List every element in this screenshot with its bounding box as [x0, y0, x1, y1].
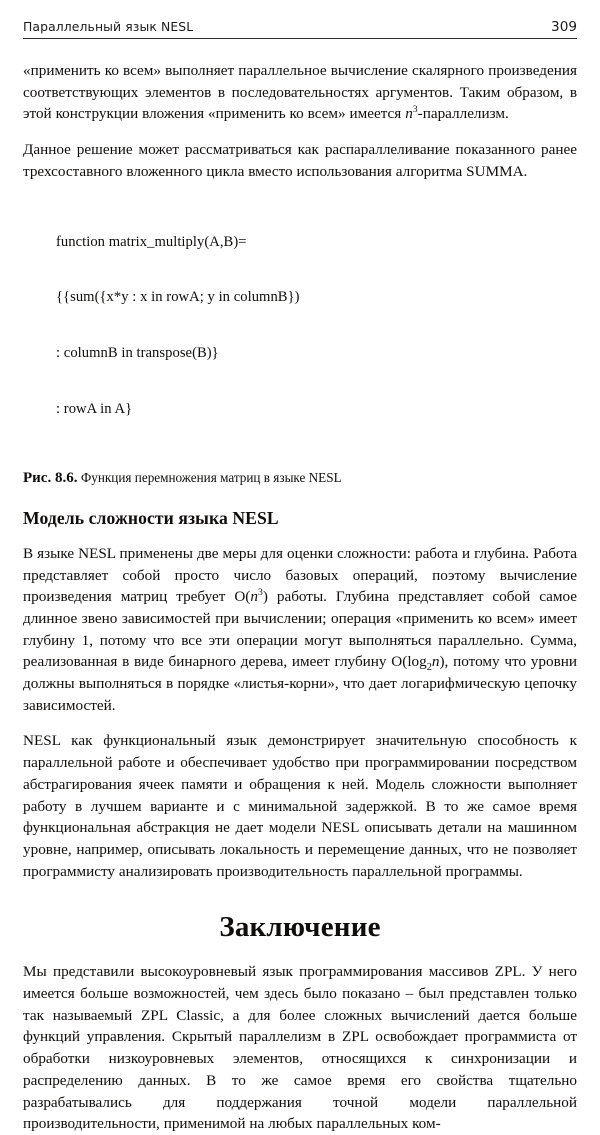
chapter-heading-conclusion: Заключение — [219, 911, 381, 944]
math-exponent-work: 3 — [257, 587, 263, 599]
code-line-2: {{sum({x*y : x in rowA; y in columnB}) — [56, 289, 300, 306]
page-number: 309 — [551, 19, 577, 35]
paragraph-complexity-measures — [23, 543, 577, 717]
paragraph-functional-language: NESL как функциональный язык демонстрирует значительную способность к параллельной работе и обеспечивает удобство при программировании посредством абстрагирования ячеек памяти и обращения к ней. Модель сложности выполняет работу в лучшем варианте и с минимальной задержкой. В то же самое время функциональная абстракция не дает модели NESL описывать детали на машинном уровне, например, описывать локальность и перемещение данных, что не позволяет программисту анализировать производительность параллельной программы. — [23, 732, 577, 880]
code-line-4: : rowA in A} — [56, 401, 133, 418]
paragraph-text-part-c: ), потому что уровни должны выполняться в порядке «листья-корни», что дает логарифмическую цепочку зависимостей. — [23, 653, 578, 714]
paragraph-text-part-b: ) работы. Глубина представляет собой самое длинное звено зависимостей при вычислении; операция «применить ко всем» имеет глубину 1, потому что все эти операции могут выполняться параллельно. Сумма, реализованная в виде бинарного дерева, имеет глубину O(log — [23, 588, 577, 671]
math-variable-n: n — [405, 105, 413, 123]
math-log-base: 2 — [426, 662, 432, 674]
paragraph-summa: Данное решение может рассматриваться как распараллеливание показанного ранее трехсоставного вложенного цикла вместо использования алгоритма SUMMA. — [23, 141, 577, 180]
figure-caption — [23, 469, 577, 487]
paragraph-text-part-a: «применить ко всем» выполняет параллельное вычисление скалярного произведения соответствующих элементов в последовательностях аргументов. Таким образом, в этой конструкции вложения «применить ко всем» имеется — [23, 62, 577, 123]
math-exponent: 3 — [412, 104, 418, 116]
math-variable-n-depth: n — [431, 653, 440, 671]
paragraph-conclusion: Мы представили высокоуровневый язык программирования массивов ZPL. У него имеется больше возможностей, чем здесь было показано – был представлен только так называемый ZPL Classic, а для более сложных вычислений дается больше функций управления. Скрытый параллелизм в ZPL освобождает программиста от обработки низкоуровневых элементов, относящихся к синхронизации и распределению данных. В то же самое время его свойства тщательно разрабатывались для поддержания точной модели параллельной производительности, применимой на любых параллельных ком- — [23, 963, 577, 1133]
section-heading-complexity-model: Модель сложности языка NESL — [23, 507, 279, 528]
running-head-title: Параллельный язык NESL — [23, 19, 194, 34]
paragraph-text-part-a: В языке NESL применены две меры для оценки сложности: работа и глубина. Работа представляет собой просто число базовых операций, поэтому вычисление произведения матриц требует O( — [23, 544, 577, 606]
running-head — [23, 0, 577, 39]
figure-caption-text: Функция перемножения матриц в языке NESL — [80, 469, 342, 485]
figure-caption-label: Рис. 8.6. — [23, 469, 78, 486]
paragraph-apply-to-all — [23, 60, 577, 125]
math-variable-n-work: n — [250, 588, 258, 606]
code-listing-matrix-multiply — [56, 196, 577, 456]
code-line-3: : columnB in transpose(B)} — [56, 345, 219, 362]
code-line-1: function matrix_multiply(A,B)= — [56, 233, 247, 250]
paragraph-text-part-b: -параллелизм. — [417, 105, 509, 123]
